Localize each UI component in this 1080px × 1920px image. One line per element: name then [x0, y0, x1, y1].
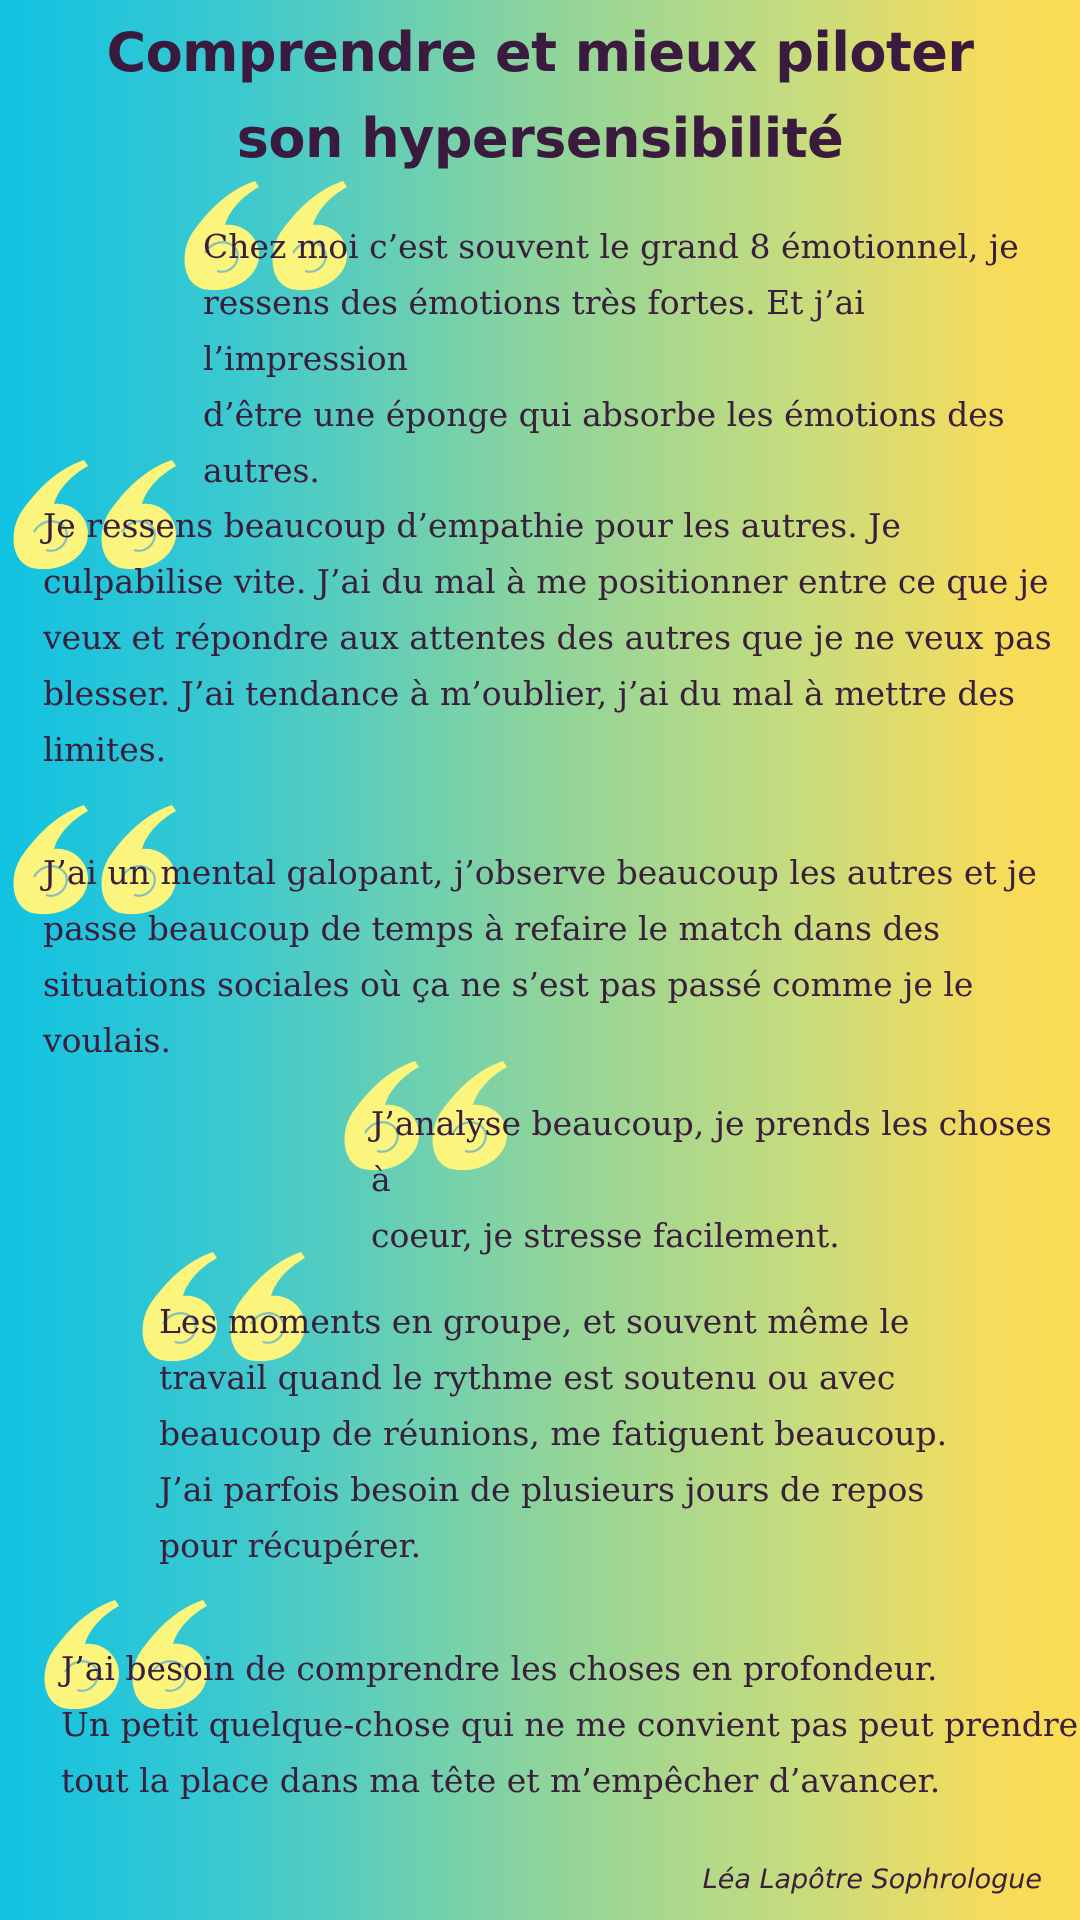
- quote-3: [43, 845, 1080, 1069]
- quote-5: [159, 1294, 947, 1574]
- quote-text: Je ressens beaucoup d’empathie pour les autres. Je culpabilise vite. J’ai du mal à me positionner entre ce que je veux et répondre aux attentes des autres que je ne veux pas blesser. J’ai tendance à m’oublier, j’ai du mal à mettre des limites.: [43, 506, 1052, 769]
- author-signature: Léa Lapôtre Sophrologue: [702, 1864, 1042, 1895]
- title-line-2: son hypersensibilité: [236, 107, 844, 170]
- quote-text: J’ai un mental galopant, j’observe beaucoup les autres et je passe beaucoup de temps à refaire le match dans des situations sociales où ça ne s’est pas passé comme je le voulais.: [43, 853, 1037, 1060]
- quote-text: J’ai besoin de comprendre les choses en profondeur. Un petit quelque-chose qui ne me convient pas peut prendre tout la place dans ma tête et m’empêcher d’avancer.: [61, 1649, 1079, 1800]
- page-title: [0, 10, 1080, 182]
- quote-2: [43, 498, 1052, 778]
- quote-6: [61, 1641, 1078, 1809]
- quote-text: Les moments en groupe, et souvent même le travail quand le rythme est soutenu ou avec beaucoup de réunions, me fatiguent beaucoup. J’ai parfois besoin de plusieurs jours de repos pour récupérer.: [159, 1302, 948, 1565]
- quote-text: J’analyse beaucoup, je prends les choses à coeur, je stresse facilement.: [371, 1104, 1052, 1255]
- quote-4: [371, 1096, 1080, 1264]
- quote-text: Chez moi c’est souvent le grand 8 émotionnel, je ressens des émotions très fortes. Et j’ai l’impression d’être une éponge qui absorbe les émotions des autres.: [203, 227, 1019, 490]
- quote-1: [203, 219, 1080, 499]
- title-line-1: Comprendre et mieux piloter: [106, 21, 974, 84]
